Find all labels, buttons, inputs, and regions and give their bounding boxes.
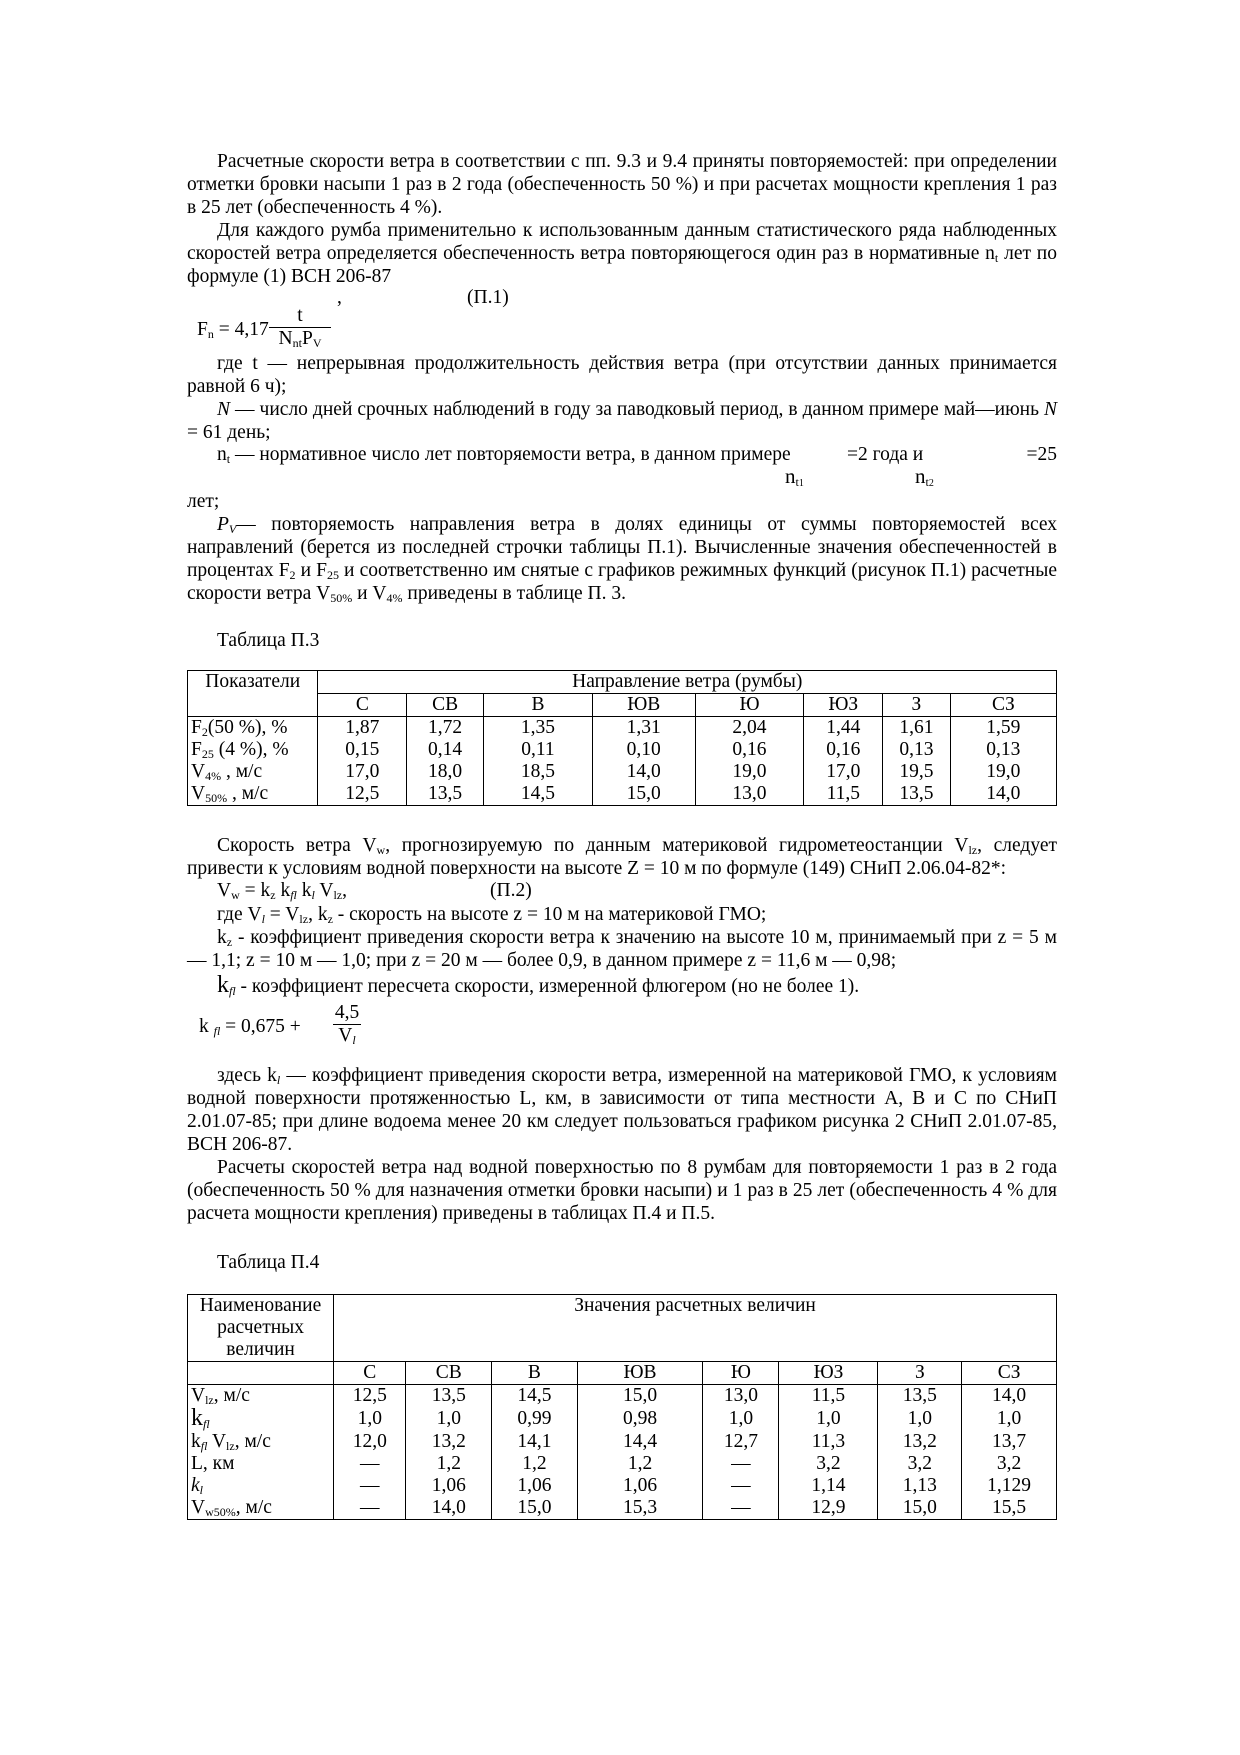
table3-cell: 0,16 (804, 739, 883, 761)
table4-cell: 13,2 (406, 1431, 492, 1453)
table4-cell: 1,0 (779, 1407, 878, 1431)
table3-row (188, 717, 1057, 740)
table4-row-label: L, км (188, 1453, 334, 1475)
table3-col: З (883, 694, 951, 717)
table4-cell: 1,06 (406, 1475, 492, 1497)
table3-cell: 1,61 (883, 717, 951, 740)
table4-cell: 14,0 (962, 1385, 1057, 1408)
table3-cell: 15,0 (592, 783, 695, 806)
table4-col-empty (188, 1362, 334, 1385)
table4-col: СВ (406, 1362, 492, 1385)
table3-row-label: $V_{4\%}$ , м/с (188, 761, 318, 783)
table3-cell: 0,10 (592, 739, 695, 761)
table4-cell: 14,0 (406, 1497, 492, 1520)
table4-cell: 3,2 (962, 1453, 1057, 1475)
table3-cell: 0,13 (883, 739, 951, 761)
table4-cell: 1,2 (577, 1453, 703, 1475)
table3-cell: 2,04 (695, 717, 804, 740)
table3-cell: 19,0 (950, 761, 1056, 783)
table3-cell: 18,5 (484, 761, 593, 783)
table3-col: ЮВ (592, 694, 695, 717)
formula-kfl: k $_{fl}$ = 0,675 + $\frac{4,5}{V_l}$ (199, 1002, 360, 1047)
paragraph-7: Скорость ветра $V_w$, прогнозируемую по данным материковой гидрометеостанции $V_{lz}$, следует привести к условиям водной поверхности на высоте Z = 10 м по формуле (149) СНиП 2.06.04-82*: (187, 835, 1057, 879)
table4-cell: — (334, 1497, 406, 1520)
paragraph-1: Расчетные скорости ветра в соответствии с пп. 9.3 и 9.4 приняты повторяемостей: при определении отметки бровки насыпи 1 раз в 2 года (обеспеченность 50 %) и при расчетах мощности крепления 1 раз в 25 лет (обеспеченность 4 %). (187, 151, 1057, 218)
table3-header-first: Показатели (188, 671, 318, 717)
paragraph-8: где $V_l = V_{lz}$, $k_z$ - скорость на высоте z = 10 м на материковой ГМО; (217, 904, 767, 926)
table4-cell: 1,0 (334, 1407, 406, 1431)
table4-row (188, 1453, 1057, 1475)
table3-col: С (318, 694, 407, 717)
table4-cell: 1,06 (577, 1475, 703, 1497)
table4-row (188, 1407, 1057, 1431)
table4-cell: 1,0 (406, 1407, 492, 1431)
paragraph-12: Расчеты скоростей ветра над водной поверхностью по 8 румбам для повторяемости 1 раз в 2 года (обеспеченность 50 % для назначения отметки бровки насыпи) и 1 раз в 25 лет (обеспеченность 4 % для расчета мощности крепления) приведены в таблицах П.4 и П.5. (187, 1157, 1057, 1224)
table4-cell: — (703, 1475, 779, 1497)
paragraph-9: $k_z$ - коэффициент приведения скорости ветра к значению на высоте 10 м, принимаемый при z = 5 м — 1,1; z = 10 м — 1,0; при z = 20 м — более 0,9, в данном примере z = 11,6 м — 0,98; (187, 927, 1057, 971)
table4-cell: 13,0 (703, 1385, 779, 1408)
table4-cell: 15,0 (492, 1497, 578, 1520)
table4-cell: 15,0 (878, 1497, 962, 1520)
table4-row (188, 1385, 1057, 1408)
table4-cell: 1,14 (779, 1475, 878, 1497)
table3-row (188, 783, 1057, 806)
table3-row (188, 739, 1057, 761)
table4-cell: 15,3 (577, 1497, 703, 1520)
table4-col: ЮЗ (779, 1362, 878, 1385)
table4-row-label: $V_{w50\%}$, м/с (188, 1497, 334, 1520)
table4-cell: 14,4 (577, 1431, 703, 1453)
table3-cell: 0,15 (318, 739, 407, 761)
table3-cell: 0,14 (407, 739, 484, 761)
table4-cell: 12,0 (334, 1431, 406, 1453)
table4-cell: 3,2 (779, 1453, 878, 1475)
table4-cell: 0,99 (492, 1407, 578, 1431)
table4-cell: — (334, 1453, 406, 1475)
table3-cell: 12,5 (318, 783, 407, 806)
table4-col: З (878, 1362, 962, 1385)
formula-p1: , (П.1) $F_n = 4,17$ t $N_{nt}P_V$ (197, 287, 509, 350)
table4-cell: 1,0 (962, 1407, 1057, 1431)
table4-cell: 1,0 (878, 1407, 962, 1431)
paragraph-4: N — число дней срочных наблюдений в году за паводковый период, в данном примере май—июнь N = 61 день; (187, 399, 1057, 443)
table3-col: СВ (407, 694, 484, 717)
table4-cell: 12,9 (779, 1497, 878, 1520)
table-p4 (187, 1294, 1057, 1520)
table4-cell: — (703, 1453, 779, 1475)
table4-row-label: $V_{lz}$, м/с (188, 1385, 334, 1408)
paragraph-10: $k_{fl}$ - коэффициент пересчета скорости, измеренной флюгером (но не более 1). (217, 972, 860, 998)
table3-col: В (484, 694, 593, 717)
document-page (187, 150, 1057, 1520)
table4-cell: 3,2 (878, 1453, 962, 1475)
table3-col: ЮЗ (804, 694, 883, 717)
table4-cell: 13,2 (878, 1431, 962, 1453)
table3-cell: 19,0 (695, 761, 804, 783)
table4-cell: — (334, 1475, 406, 1497)
table3-cell: 1,59 (950, 717, 1056, 740)
table3-body (188, 717, 1057, 806)
table4-cell: 15,5 (962, 1497, 1057, 1520)
paragraph-2: Для каждого румба применительно к использованным данным статистического ряда наблюденных скоростей ветра определяется обеспеченность ветра повторяющегося один раз в нормативные $n_t$ лет по формуле (1) ВСН 206-87 (187, 220, 1057, 287)
table3-row-label: $V_{50\%}$ , м/с (188, 783, 318, 806)
table4-cell: 11,3 (779, 1431, 878, 1453)
formula-p2-label: (П.2) (490, 880, 532, 901)
table4-col: С (334, 1362, 406, 1385)
paragraph-6: $P_V—$ повторяемость направления ветра в долях единицы от суммы повторяемостей всех направлений (берется из последней строчки таблицы П.1). Вычисленные значения обеспеченностей в процентах $F_2$ и $F_{25}$ и соответственно им снятые с графиков режимных функций (рисунок П.1) расчетные скорости ветра $V_{50\%}$ и $V_{4\%}$ приведены в таблице П. 3. (187, 514, 1057, 605)
table4-cell: 12,7 (703, 1431, 779, 1453)
table4-header-first: Наименование расчетных величин (188, 1295, 334, 1362)
table4-cell: 13,7 (962, 1431, 1057, 1453)
table4-caption: Таблица П.4 (217, 1252, 320, 1273)
table4-cell: 13,5 (406, 1385, 492, 1408)
table4-cell: 15,0 (577, 1385, 703, 1408)
table3-cell: 13,5 (883, 783, 951, 806)
table3-cell: 17,0 (318, 761, 407, 783)
table-p3 (187, 670, 1057, 806)
table4-cell: 1,0 (703, 1407, 779, 1431)
table4-cell: 13,5 (878, 1385, 962, 1408)
table3-cell: 11,5 (804, 783, 883, 806)
table3-cell: 1,44 (804, 717, 883, 740)
table3-cell: 19,5 (883, 761, 951, 783)
table4-cell: 14,1 (492, 1431, 578, 1453)
table3-col: СЗ (950, 694, 1056, 717)
table3-cell: 13,0 (695, 783, 804, 806)
table3-caption: Таблица П.3 (217, 630, 320, 651)
table4-row (188, 1475, 1057, 1497)
table4-header-group: Значения расчетных величин (334, 1295, 1057, 1362)
table3-header-group: Направление ветра (румбы) (318, 671, 1057, 694)
table4-cell: 12,5 (334, 1385, 406, 1408)
table3-cell: 17,0 (804, 761, 883, 783)
table4-col: ЮВ (577, 1362, 703, 1385)
table3-cell: 0,16 (695, 739, 804, 761)
formula-p2: $V_w = k_z$ $k_{fl}$ $k_l$ $V_{lz}$, (П.2) (217, 880, 532, 902)
table3-row (188, 761, 1057, 783)
table3-cell: 0,13 (950, 739, 1056, 761)
table4-col: В (492, 1362, 578, 1385)
table4-cell: 14,5 (492, 1385, 578, 1408)
table3-cell: 1,72 (407, 717, 484, 740)
paragraph-5-end: лет; (187, 491, 220, 512)
table3-cell: 14,0 (592, 761, 695, 783)
table3-cell: 0,11 (484, 739, 593, 761)
table4-cell: 1,129 (962, 1475, 1057, 1497)
table4-cell: 1,2 (492, 1453, 578, 1475)
paragraph-3: где t — непрерывная продолжительность действия ветра (при отсутствии данных принимается равной 6 ч); (187, 353, 1057, 397)
table4-row-label: $k_{fl}$ $V_{lz}$, м/с (188, 1431, 334, 1453)
table3-row-label: $F_{25}$ (4 %), % (188, 739, 318, 761)
table4-cell: 11,5 (779, 1385, 878, 1408)
table4-col: Ю (703, 1362, 779, 1385)
table3-cell: 1,31 (592, 717, 695, 740)
table4-cell: 1,13 (878, 1475, 962, 1497)
table4-cell: — (703, 1497, 779, 1520)
table4-col: СЗ (962, 1362, 1057, 1385)
formula-p1-label: (П.1) (467, 287, 509, 308)
table4-row (188, 1431, 1057, 1453)
table3-cell: 14,5 (484, 783, 593, 806)
table4-body (188, 1385, 1057, 1520)
table3-cell: 1,87 (318, 717, 407, 740)
table4-row-label: $k_l$ (188, 1475, 334, 1497)
table4-cell: 1,06 (492, 1475, 578, 1497)
table4-row (188, 1497, 1057, 1520)
table4-cell: 1,2 (406, 1453, 492, 1475)
table3-row-label: $F_2(50$ %), % (188, 717, 318, 740)
table3-cell: 13,5 (407, 783, 484, 806)
table3-cell: 18,0 (407, 761, 484, 783)
table4-row-label: $k_{fl}$ (188, 1407, 334, 1431)
table4-cell: 0,98 (577, 1407, 703, 1431)
table3-col: Ю (695, 694, 804, 717)
table3-cell: 1,35 (484, 717, 593, 740)
table3-cell: 14,0 (950, 783, 1056, 806)
paragraph-11: здесь $k_l$ — коэффициент приведения скорости ветра, измеренной на материковой ГМО, к условиям водной поверхности протяженностью L, км, в зависимости от типа местности А, В и С по СНиП 2.01.07-85; при длине водоема менее 20 км следует пользоваться графиком рисунка 2 СНиП 2.01.07-85, ВСН 206-87. (187, 1065, 1057, 1155)
paragraph-5: $n_t$ — нормативное число лет повторяемости ветра, в данном примере =2 года и =25 $n_{t1}$ $n_{t2}$ (217, 444, 1057, 489)
